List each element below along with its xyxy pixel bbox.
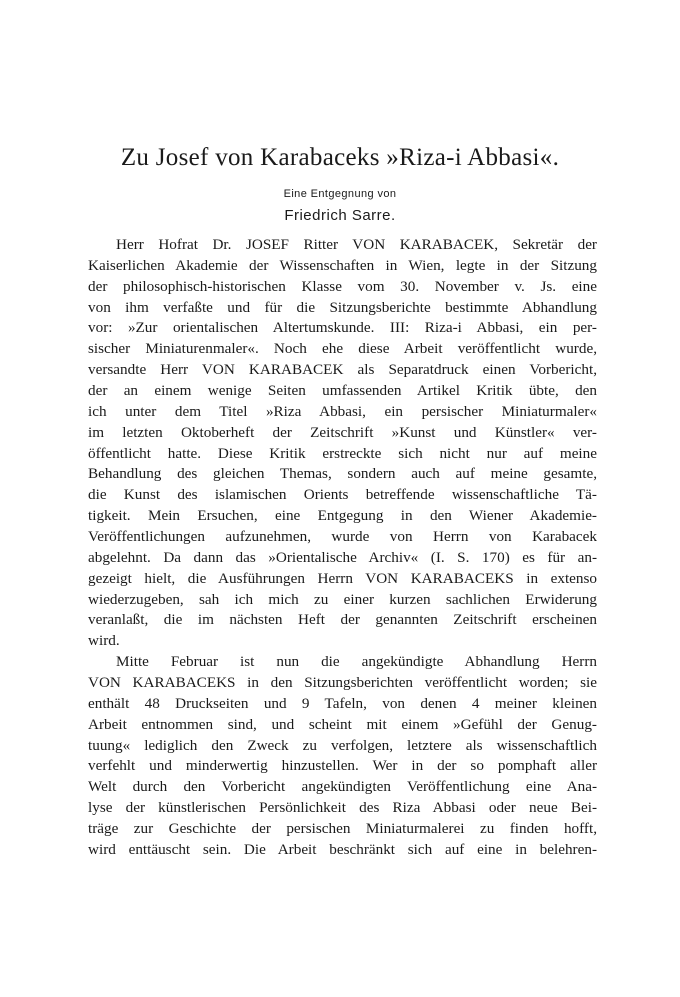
text-line: VON KARABACEKS in den Sitzungsberichten veröffentlicht worden; sie (88, 674, 597, 692)
text-line: wird enttäuscht sein. Die Arbeit beschränkt sich auf eine in belehren- (88, 840, 597, 858)
text-line: tuung« lediglich den Zweck zu verfolgen, letztere als wissenschaftlich (88, 736, 597, 754)
text-line: wird. (88, 632, 120, 650)
text-line: enthält 48 Druckseiten und 9 Tafeln, von denen 4 meiner kleinen (88, 694, 597, 712)
text-line: öffentlicht hatte. Diese Kritik erstreckte sich nicht nur auf meine (88, 444, 597, 462)
text-line: vor: »Zur orientalischen Altertumskunde. III: Riza-i Abbasi, ein per- (88, 319, 597, 337)
text-line: Veröffentlichungen aufzunehmen, wurde von Herrn von Karabacek (88, 528, 597, 546)
article-title: Zu Josef von Karabaceks »Riza-i Abbasi«. (120, 144, 560, 171)
text-line: von ihm verfaßte und für die Sitzungsberichte bestimmte Abhandlung (88, 298, 597, 316)
text-line: Herr Hofrat Dr. JOSEF Ritter VON KARABACEK, Sekretär der (116, 236, 597, 253)
text-line: tigkeit. Mein Ersuchen, eine Entgegung in den Wiener Akademie- (88, 507, 597, 525)
text-line: sischer Miniaturenmaler«. Noch ehe diese Arbeit veröffentlicht wurde, (88, 340, 597, 358)
text-line: Arbeit entnommen sind, und scheint mit einem »Gefühl der Genug- (88, 715, 597, 733)
text-line: Welt durch den Vorbericht angekündigten Veröffentlichung eine Ana- (88, 778, 597, 796)
text-line: der an einem wenige Seiten umfassenden Artikel Kritik übte, den (88, 382, 597, 400)
article-body (88, 235, 597, 861)
text-line: Kaiserlichen Akademie der Wissenschaften in Wien, legte in der Sitzung (88, 256, 597, 274)
text-line: träge zur Geschichte der persischen Miniaturmalerei zu finden hofft, (88, 820, 597, 838)
article-subtitle: Eine Entgegnung von (283, 188, 397, 200)
paragraph-2 (88, 652, 597, 861)
text-line: veranlaßt, die im nächsten Heft der genannten Zeitschrift erscheinen (88, 611, 597, 629)
text-line: ich unter dem Titel »Riza Abbasi, ein persischer Miniaturmaler« (88, 402, 597, 420)
text-line: im letzten Oktoberheft der Zeitschrift »Kunst und Künstler« ver- (88, 423, 597, 441)
text-line: verfehlt und minderwertig hinzustellen. Wer in der so pomphaft aller (88, 757, 597, 775)
text-line: abgelehnt. Da dann das »Orientalische Archiv« (I. S. 170) es für an- (88, 548, 597, 566)
paragraph-1 (88, 235, 597, 652)
article-author: Friedrich Sarre. (284, 207, 396, 224)
text-line: Mitte Februar ist nun die angekündigte Abhandlung Herrn (116, 653, 597, 671)
text-line: wiederzugeben, sah ich mich zu einer kurzen sachlichen Erwiderung (88, 590, 597, 608)
text-line: der philosophisch-historischen Klasse vom 30. November v. Js. eine (88, 277, 597, 295)
text-line: versandte Herr VON KARABACEK als Separatdruck einen Vorbericht, (88, 361, 597, 379)
text-line: lyse der künstlerischen Persönlichkeit des Riza Abbasi oder neue Bei- (88, 799, 597, 817)
text-line: die Kunst des islamischen Orients betreffende wissenschaftliche Tä- (88, 486, 597, 504)
text-line: gezeigt hielt, die Ausführungen Herrn VON KARABACEKS in extenso (88, 569, 597, 587)
text-line: Behandlung des gleichen Themas, sondern auch auf meine gesamte, (88, 465, 597, 483)
